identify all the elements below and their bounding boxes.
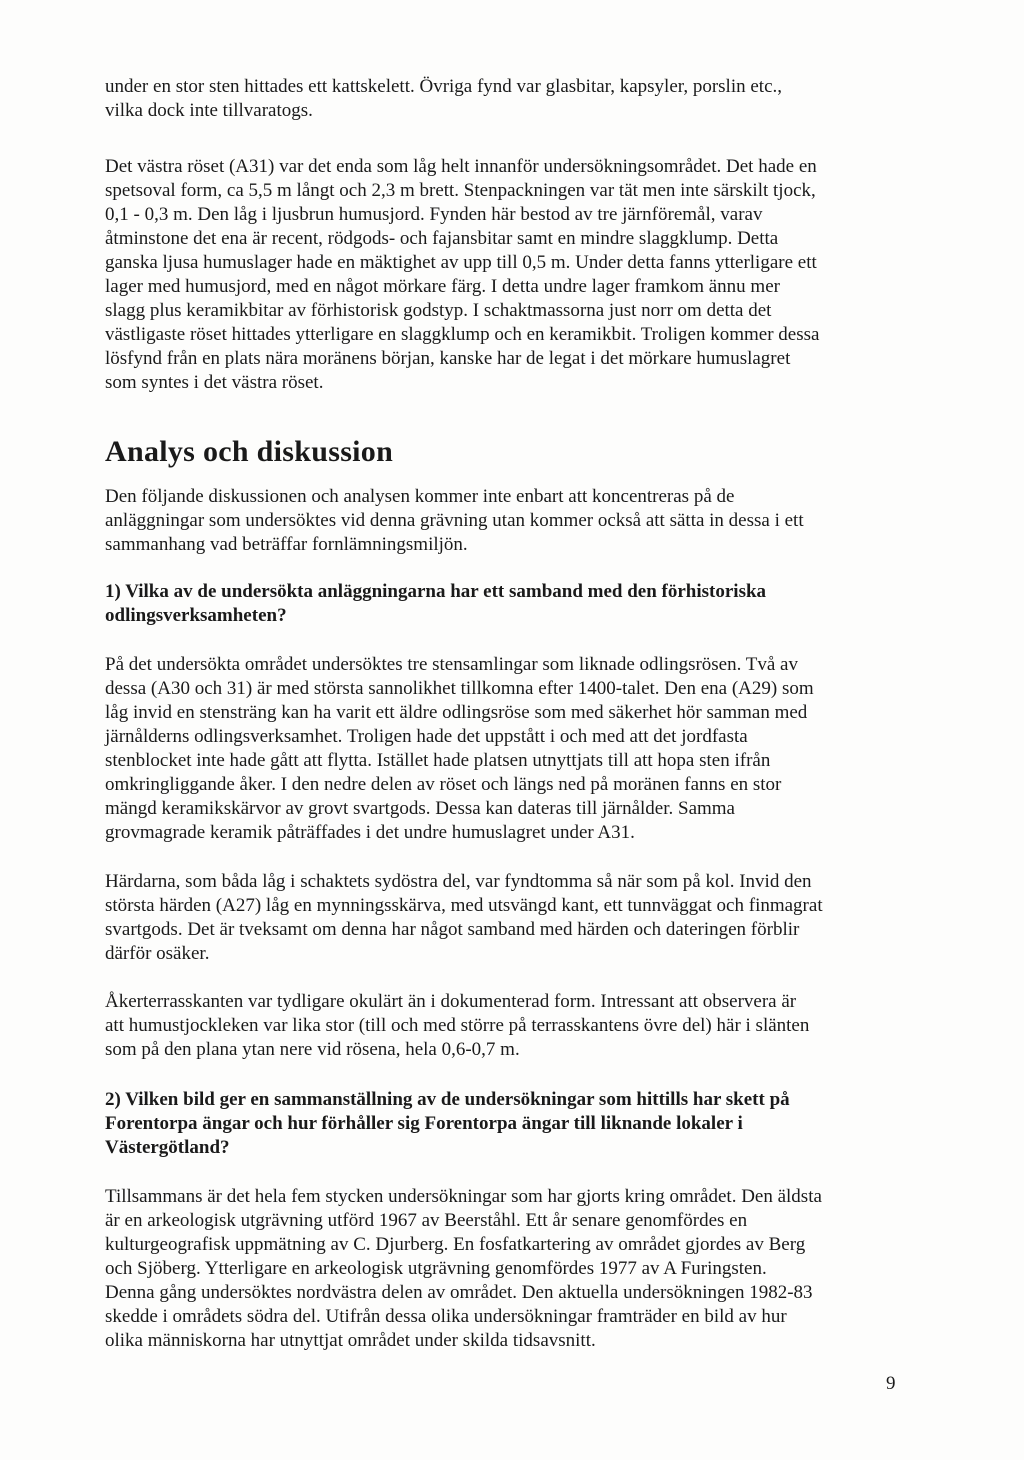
- section-heading: Analys och diskussion: [105, 435, 394, 468]
- paragraph-previous-investigations: Tillsammans är det hela fem stycken undersökningar som har gjorts kring området. Den äldsta är en arkeologisk utgrävning utförd 1967 av Beerståhl. Ett år senare genomfördes en kulturgeografisk uppmätning av C. Djurberg. En fosfatkartering av området gjordes av Berg och Sjöberg. Ytterligare en arkeologisk utgrävning genomfördes 1977 av A Furingsten. Denna gång undersöktes nordvästra delen av området. Den aktuella undersökningen 1982-83 skedde i områdets södra del. Utifrån dessa olika undersökningar framträder en bild av hur olika människorna har utnyttjat området under skilda tidsavsnitt.: [105, 1186, 822, 1351]
- paragraph-hearths: Härdarna, som båda låg i schaktets sydöstra del, var fyndtomma så när som på kol. Invid den största härden (A27) låg en mynningsskärva, med utsvängd kant, ett tunnväggat och finmagrat svartgods. Det är tveksamt om denna har något samband med härden och dateringen förblir därför osäker.: [105, 871, 823, 964]
- paragraph-introduction: Den följande diskussionen och analysen kommer inte enbart att koncentreras på de anläggningar som undersöktes vid denna grävning utan kommer också att sätta in dessa i ett sammanhang vad beträffar fornlämningsmiljön.: [105, 486, 804, 555]
- page-number: 9: [886, 1373, 896, 1394]
- question-heading-1: 1) Vilka av de undersökta anläggningarna har ett samband med den förhistoriska odlingsverksamheten?: [105, 581, 767, 626]
- question-heading-2: 2) Vilken bild ger en sammanställning av de undersökningar som hittills har skett på Forentorpa ängar och hur förhåller sig Forentorpa ängar till liknande lokaler i Västergötland?: [105, 1089, 790, 1158]
- paragraph-stone-heaps: På det undersökta området undersöktes tre stensamlingar som liknade odlingsrösen. Två av dessa (A30 och 31) är med största sannolikhet tillkomna efter 1400-talet. Den ena (A29) som låg invid en stensträng kan ha varit ett äldre odlingsröse som med säkerhet hör samman med järnålderns odlingsverksamhet. Troligen hade det uppstått i och med att det jordfasta stenblocket inte hade gått att flytta. Istället hade platsen utnyttjats till att hopa sten ifrån omkringliggande åker. I den nedre delen av röset och längs ned på moränen fanns en stor mängd keramikskärvor av grovt svartgods. Dessa kan dateras till järnålder. Samma grovmagrade keramik påträffades i det undre humuslagret under A31.: [105, 654, 814, 843]
- paragraph-terrace-edge: Åkerterrasskanten var tydligare okulärt än i dokumenterad form. Intressant att observera är att humustjockleken var lika stor (till och med större på terrasskantens övre del) här i slänten som på den plana ytan nere vid rösena, hela 0,6-0,7 m.: [105, 991, 810, 1060]
- paragraph-western-cairn: Det västra röset (A31) var det enda som låg helt innanför undersökningsområdet. Det hade en spetsoval form, ca 5,5 m långt och 2,3 m brett. Stenpackningen var tät men inte särskilt tjock, 0,1 - 0,3 m. Den låg i ljusbrun humusjord. Fynden här bestod av tre järnföremål, varav åtminstone det ena är recent, rödgods- och fajansbitar samt en mindre slaggklump. Detta ganska ljusa humuslager hade en mäktighet av upp till 0,5 m. Under detta fanns ytterligare ett lager med humusjord, med en något mörkare färg. I detta undre lager framkom ännu mer slagg plus keramikbitar av förhistorisk godstyp. I schaktmassorna just norr om detta det västligaste röset hittades ytterligare en slaggklump och en keramikbit. Troligen kommer dessa lösfynd från en plats nära moränens början, kanske har de legat i det mörkare humuslagret som syntes i det västra röset.: [105, 156, 820, 393]
- paragraph-continuation: under en stor sten hittades ett kattskelett. Övriga fynd var glasbitar, kapsyler, porslin etc., vilka dock inte tillvaratogs.: [105, 76, 783, 121]
